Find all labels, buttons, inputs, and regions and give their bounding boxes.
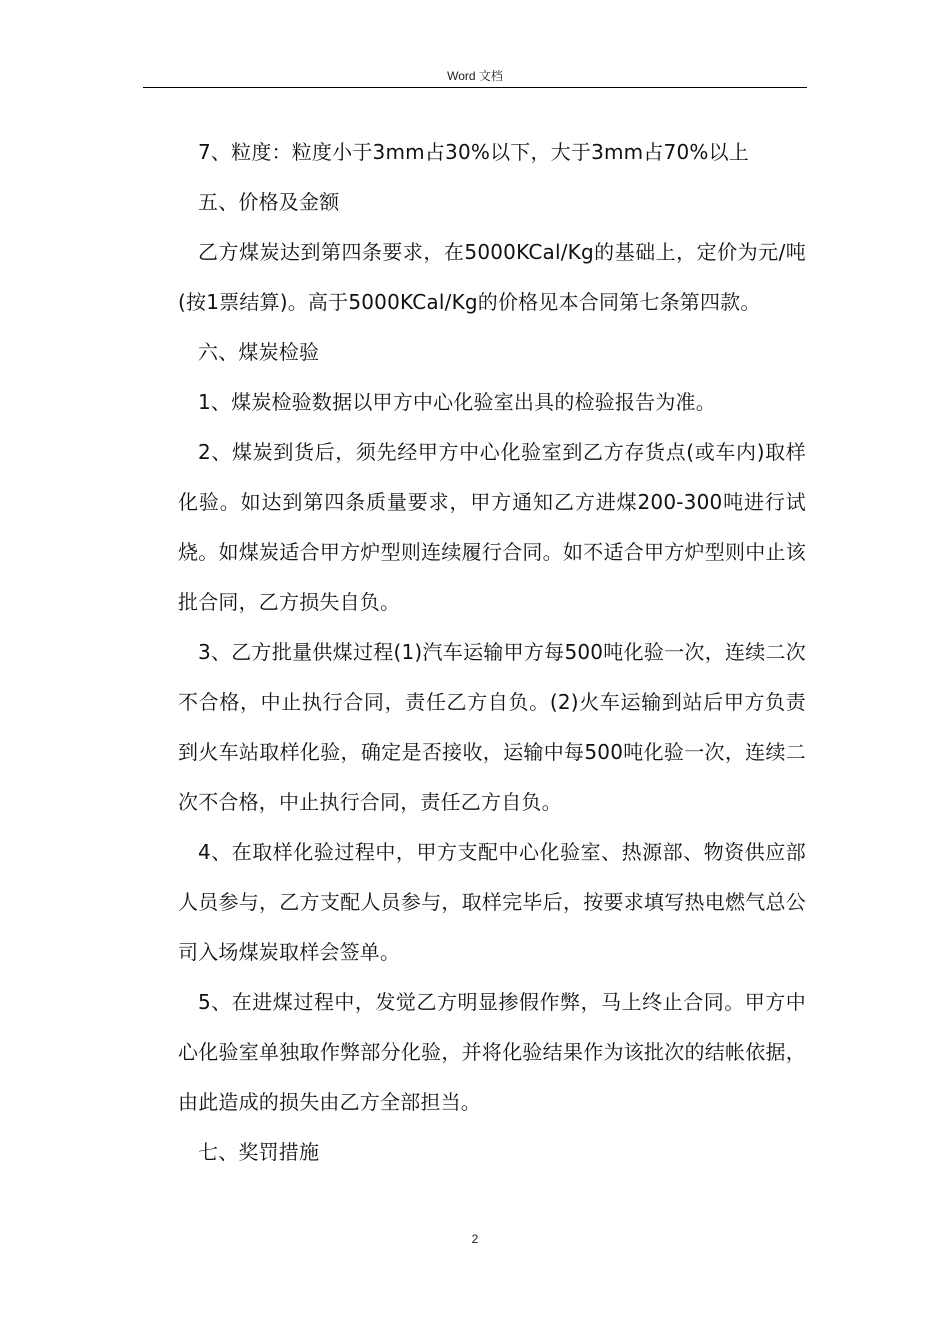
page-number: 2 — [471, 1232, 479, 1246]
document-body — [178, 127, 806, 1177]
paragraph-inspection-3: 3、乙方批量供煤过程(1)汽车运输甲方每500吨化验一次，连续二次不合格，中止执行合同，责任乙方自负。(2)火车运输到站后甲方负责到火车站取样化验，确定是否接收，运输中每500吨化验一次，连续二次不合格，中止执行合同，责任乙方自负。 — [178, 640, 806, 814]
document-header-title: Word 文档 — [447, 69, 503, 83]
header-divider — [143, 87, 807, 88]
paragraph-price-terms: 乙方煤炭达到第四条要求，在5000KCal/Kg的基础上，定价为元/吨(按1票结算)。高于5000KCal/Kg的价格见本合同第七条第四款。 — [178, 240, 806, 314]
section-heading-price: 五、价格及金额 — [198, 190, 340, 214]
paragraph-inspection-5: 5、在进煤过程中，发觉乙方明显掺假作弊，马上终止合同。甲方中心化验室单独取作弊部分化验，并将化验结果作为该批次的结帐依据，由此造成的损失由乙方全部担当。 — [178, 990, 806, 1114]
paragraph-inspection-2: 2、煤炭到货后，须先经甲方中心化验室到乙方存货点(或车内)取样化验。如达到第四条质量要求，甲方通知乙方进煤200-300吨进行试烧。如煤炭适合甲方炉型则连续履行合同。如不适合甲方炉型则中止该批合同，乙方损失自负。 — [178, 440, 806, 614]
paragraph-granularity: 7、粒度：粒度小于3mm占30%以下，大于3mm占70%以上 — [198, 140, 750, 164]
section-heading-rewards-penalties: 七、奖罚措施 — [198, 1140, 320, 1164]
section-heading-inspection: 六、煤炭检验 — [198, 340, 320, 364]
paragraph-inspection-4: 4、在取样化验过程中，甲方支配中心化验室、热源部、物资供应部人员参与，乙方支配人员参与，取样完毕后，按要求填写热电燃气总公司入场煤炭取样会签单。 — [178, 840, 806, 964]
paragraph-inspection-1: 1、煤炭检验数据以甲方中心化验室出具的检验报告为准。 — [198, 390, 716, 414]
